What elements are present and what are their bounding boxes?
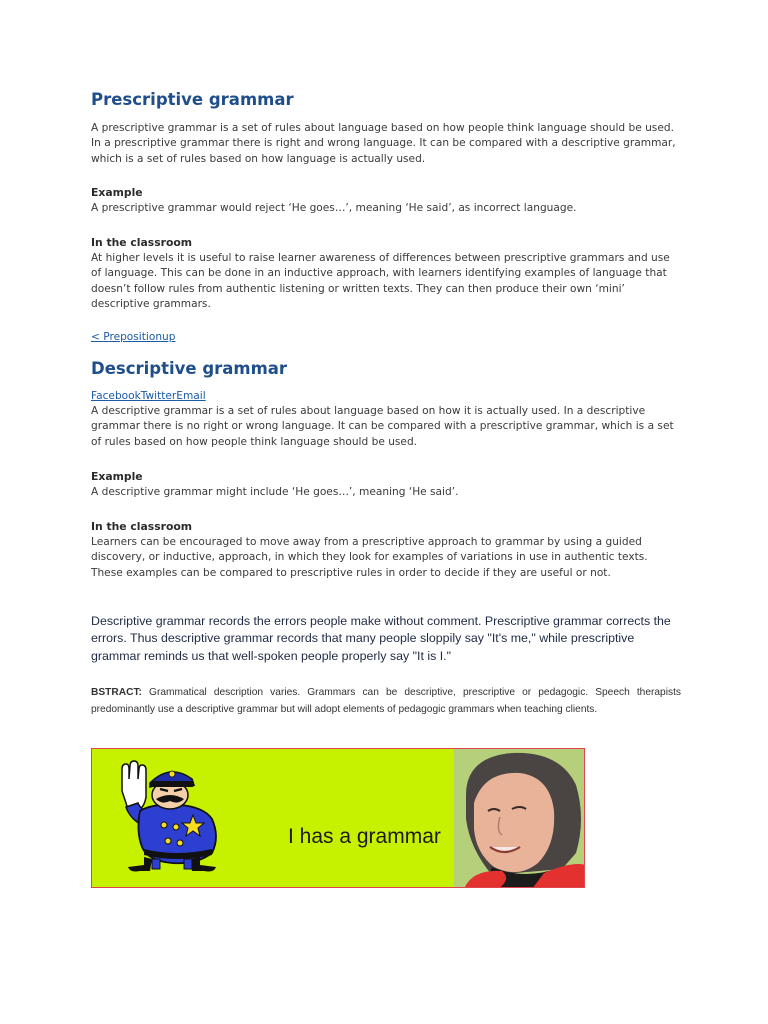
prescriptive-intro: A prescriptive grammar is a set of rules about language based on how people think language should be used. In a prescriptive grammar there is right and wrong language. It can be compared with a descriptive grammar, which is a set of rules based on how language is actually used. [91,122,676,165]
descriptive-classroom-text: Learners can be encouraged to move away from a prescriptive approach to grammar by using a guided discovery, or inductive, approach, in which they look for examples of variations in use in authentic texts. These examples can be compared to prescriptive rules in order to decide if they are useful or not. [91,536,648,579]
banner-caption: I has a grammar [288,825,441,848]
descriptive-example-text: A descriptive grammar might include ‘He goes…’, meaning ‘He said’. [91,486,459,498]
grammar-comparison-quote: Descriptive grammar records the errors people make without comment. Prescriptive grammar corrects the errors. Thus descriptive grammar records that many people sloppily say "It's me," while prescriptive grammar reminds us that well-spoken people properly say "It is I." [91,614,671,663]
section-title-descriptive: Descriptive grammar [91,359,288,378]
prescriptive-classroom-heading: In the classroom [91,236,193,249]
descriptive-classroom-heading: In the classroom [91,520,193,533]
descriptive-intro: A descriptive grammar is a set of rules about language based on how it is actually used. In a descriptive grammar there is no right or wrong language. It can be compared with a prescriptive grammar, which is a set of rules based on how people think language should be used. [91,405,674,448]
abstract-text: Grammatical description varies. Grammars can be descriptive, prescriptive or pedagogic. Speech therapists predominantly use a descriptive grammar but will adopt elements of pedagogic grammars when teaching clients. [91,687,681,715]
prescriptive-classroom-text: At higher levels it is useful to raise learner awareness of differences between prescriptive grammars and use of language. This can be done in an inductive approach, with learners identifying examples of language that doesn’t follow rules from authentic listening or written texts. They can then produce their own ‘mini’ descriptive grammars. [91,252,670,310]
previous-page-link[interactable]: < Prepositionup [91,331,176,343]
grammar-banner-image [91,748,585,888]
prescriptive-example-text: A prescriptive grammar would reject ‘He goes…’, meaning ‘He said’, as incorrect language. [91,202,577,214]
descriptive-example-heading: Example [91,470,143,483]
woman-photo [454,749,585,888]
email-share-link[interactable]: Email [176,390,206,402]
share-links [91,390,206,402]
section-title-prescriptive: Prescriptive grammar [91,90,294,109]
abstract-label: BSTRACT: [91,687,142,698]
abstract-paragraph [91,684,681,718]
prescriptive-example-heading: Example [91,186,143,199]
twitter-share-link[interactable]: Twitter [140,390,177,402]
facebook-share-link[interactable]: Facebook [91,390,141,402]
